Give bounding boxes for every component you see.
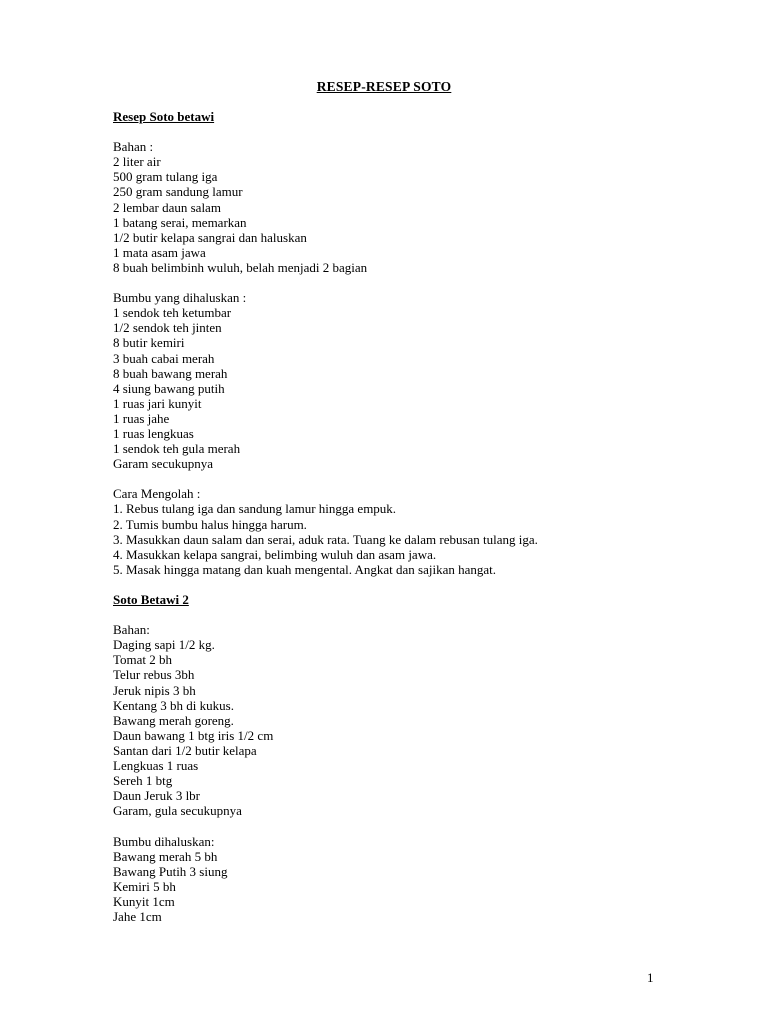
spacer bbox=[113, 275, 673, 290]
ingredient-item: Daun bawang 1 btg iris 1/2 cm bbox=[113, 727, 274, 743]
ingredient-item: Jeruk nipis 3 bh bbox=[113, 682, 196, 698]
ingredient-item: 250 gram sandung lamur bbox=[113, 184, 243, 200]
ingredient-item: Garam, gula secukupnya bbox=[113, 803, 242, 819]
ingredient-item: Lengkuas 1 ruas bbox=[113, 758, 199, 774]
spice-item: 1 ruas jahe bbox=[113, 410, 170, 426]
spacer bbox=[113, 607, 673, 622]
step-item: 3. Masukkan daun salam dan serai, aduk rata. Tuang ke dalam rebusan tulang iga. bbox=[113, 531, 538, 547]
spice-item: 1 ruas lengkuas bbox=[113, 425, 194, 441]
recipe1-cara-label: Cara Mengolah : bbox=[113, 486, 201, 502]
ingredient-item: Sereh 1 btg bbox=[113, 773, 173, 789]
ingredient-item: Kentang 3 bh di kukus. bbox=[113, 697, 234, 713]
spice-item: 8 buah bawang merah bbox=[113, 365, 228, 381]
step-item: 1. Rebus tulang iga dan sandung lamur hingga empuk. bbox=[113, 501, 397, 517]
step-item: 2. Tumis bumbu halus hingga harum. bbox=[113, 516, 307, 532]
ingredient-item: Daun Jeruk 3 lbr bbox=[113, 788, 201, 804]
spacer bbox=[113, 818, 673, 833]
spacer bbox=[113, 577, 673, 592]
spice-item: Kunyit 1cm bbox=[113, 893, 175, 909]
ingredient-item: Bawang merah goreng. bbox=[113, 712, 234, 728]
step-item: 4. Masukkan kelapa sangrai, belimbing wuluh dan asam jawa. bbox=[113, 546, 437, 562]
spice-item: Jahe 1cm bbox=[113, 908, 162, 924]
ingredient-item: 2 lembar daun salam bbox=[113, 199, 221, 215]
document-title: RESEP-RESEP SOTO bbox=[316, 79, 452, 94]
ingredient-item: 1/2 butir kelapa sangrai dan haluskan bbox=[113, 229, 307, 245]
spice-item: Bawang merah 5 bh bbox=[113, 848, 218, 864]
recipe2-bumbu-label: Bumbu dihaluskan: bbox=[113, 833, 215, 849]
recipe1-bumbu-label: Bumbu yang dihaluskan : bbox=[113, 290, 247, 306]
spice-item: Garam secukupnya bbox=[113, 456, 213, 472]
spice-item: 1 sendok teh ketumbar bbox=[113, 305, 232, 321]
spice-item: Kemiri 5 bh bbox=[113, 878, 176, 894]
recipe2-bahan-label: Bahan: bbox=[113, 622, 150, 638]
ingredient-item: 8 buah belimbinh wuluh, belah menjadi 2 bagian bbox=[113, 259, 368, 275]
spice-item: 4 siung bawang putih bbox=[113, 380, 225, 396]
ingredient-item: 500 gram tulang iga bbox=[113, 169, 218, 185]
spice-item: 1 sendok teh gula merah bbox=[113, 441, 241, 457]
spice-item: Bawang Putih 3 siung bbox=[113, 863, 228, 879]
ingredient-item: Tomat 2 bh bbox=[113, 652, 173, 668]
page-number: 1 bbox=[647, 970, 654, 985]
recipe1-heading: Resep Soto betawi bbox=[113, 109, 215, 124]
document-body bbox=[113, 109, 673, 924]
recipe2-heading: Soto Betawi 2 bbox=[113, 592, 189, 607]
ingredient-item: Telur rebus 3bh bbox=[113, 667, 195, 683]
spice-item: 8 butir kemiri bbox=[113, 335, 185, 351]
spacer bbox=[113, 471, 673, 486]
step-item: 5. Masak hingga matang dan kuah mengental. Angkat dan sajikan hangat. bbox=[113, 561, 497, 577]
ingredient-item: 2 liter air bbox=[113, 154, 161, 170]
spice-item: 3 buah cabai merah bbox=[113, 350, 215, 366]
recipe1-bahan-label: Bahan : bbox=[113, 139, 154, 155]
ingredient-item: Santan dari 1/2 butir kelapa bbox=[113, 742, 257, 758]
ingredient-item: 1 batang serai, memarkan bbox=[113, 214, 247, 230]
spacer bbox=[113, 124, 673, 139]
ingredient-item: Daging sapi 1/2 kg. bbox=[113, 637, 215, 653]
spice-item: 1/2 sendok teh jinten bbox=[113, 320, 222, 336]
ingredient-item: 1 mata asam jawa bbox=[113, 244, 206, 260]
spice-item: 1 ruas jari kunyit bbox=[113, 395, 202, 411]
